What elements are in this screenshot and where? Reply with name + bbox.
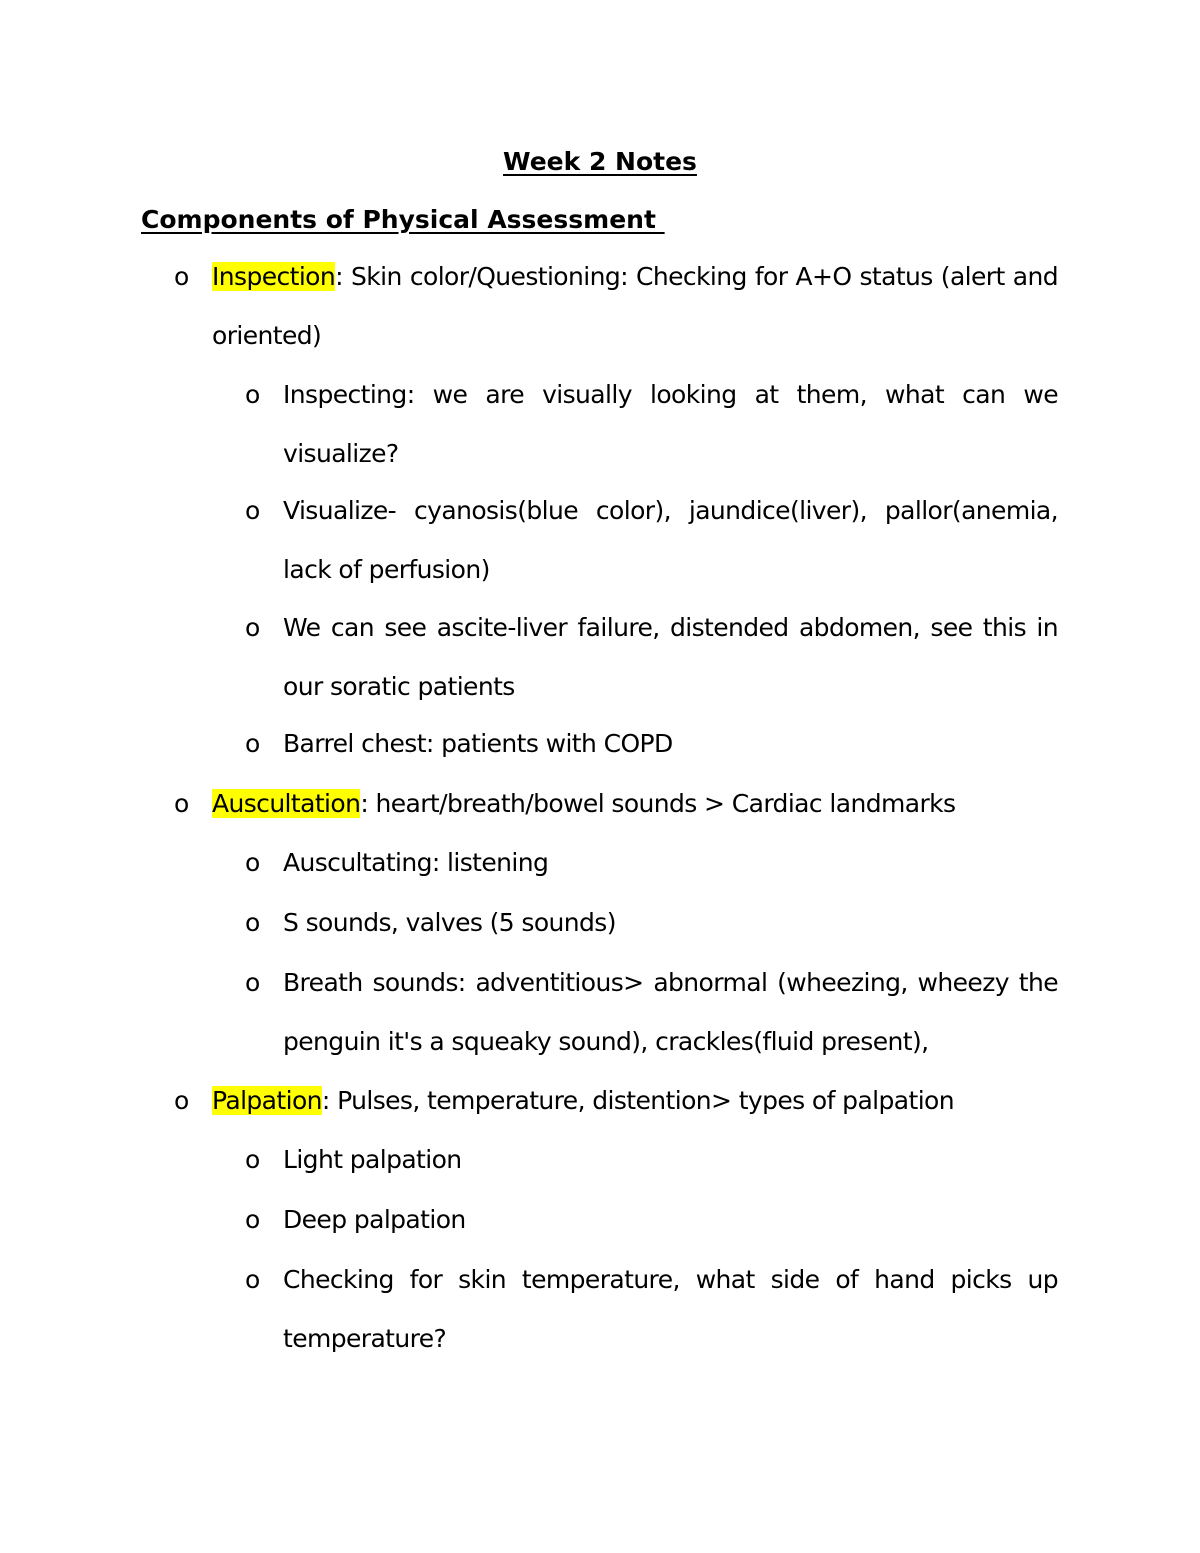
bullet-marker: o [245,496,261,525]
highlighted-term: Palpation [212,1086,322,1115]
list-item-palpation [212,1071,1058,1130]
bullet-marker: o [174,789,190,818]
list-item: Barrel chest: patients with COPD [283,729,673,758]
bullet-marker: o [245,1265,261,1294]
list-item: Light palpation [283,1145,462,1174]
bullet-marker: o [245,1145,261,1174]
bullet-marker: o [245,729,261,758]
list-item-text: : Pulses, temperature, distention> types of palpation [321,1086,954,1115]
list-item-inspection [212,247,1058,365]
list-item: S sounds, valves (5 sounds) [283,908,616,937]
bullet-marker: o [245,1205,261,1234]
page-title: Week 2 Notes [503,147,697,176]
highlighted-term: Auscultation [212,789,361,818]
bullet-marker: o [245,848,261,877]
list-item: Auscultating: listening [283,848,549,877]
list-item: Breath sounds: adventitious> abnormal (wheezing, wheezy the penguin it's a squeaky sound), crackles(fluid present), [283,968,1058,1056]
highlighted-term: Inspection [212,262,336,291]
bullet-marker: o [174,1086,190,1115]
list-item-auscultation [212,774,1058,833]
list-item-text: : Skin color/Questioning: Checking for A+O status (alert and oriented) [212,262,1058,350]
list-item: Visualize- cyanosis(blue color), jaundice(liver), pallor(anemia, lack of perfusion) [283,496,1058,584]
bullet-marker: o [245,380,261,409]
list-item: Deep palpation [283,1205,466,1234]
list-item: Inspecting: we are visually looking at them, what can we visualize? [283,380,1058,468]
list-item: Checking for skin temperature, what side of hand picks up temperature? [283,1265,1058,1353]
list-item-text: : heart/breath/bowel sounds > Cardiac landmarks [360,789,956,818]
bullet-marker: o [174,262,190,291]
bullet-marker: o [245,968,261,997]
bullet-marker: o [245,613,261,642]
bullet-marker: o [245,908,261,937]
list-item: We can see ascite-liver failure, distended abdomen, see this in our soratic patients [283,613,1058,701]
section-heading: Components of Physical Assessment [141,205,665,234]
